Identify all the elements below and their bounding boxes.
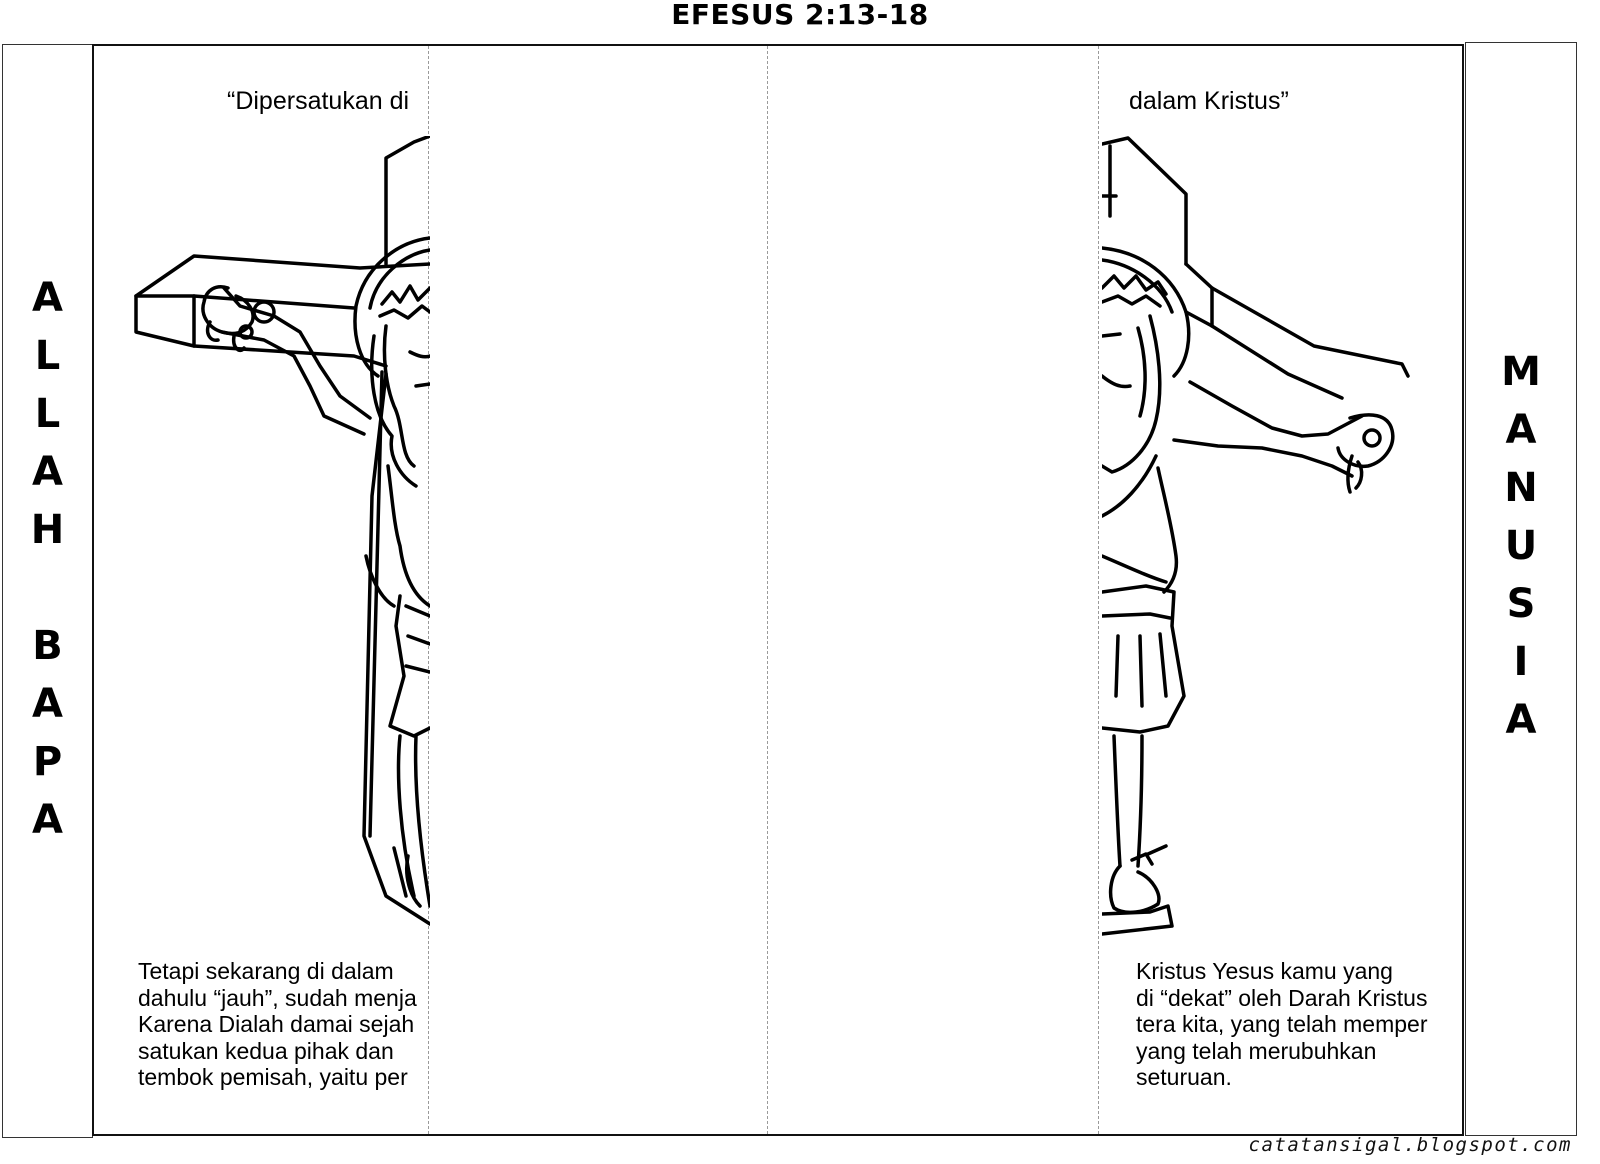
crucifix-right-half-illustration [1102, 136, 1422, 936]
letter: A [32, 797, 63, 843]
letter: A [32, 681, 63, 727]
crucifix-left-half-illustration [124, 136, 430, 936]
watermark-text: catatansigal.blogspot.com [1248, 1134, 1572, 1156]
letter: L [34, 391, 61, 437]
letter: M [1501, 349, 1541, 395]
body-text-line: Tetapi sekarang di dalam [138, 958, 394, 984]
body-text-line: satukan kedua pihak dan [138, 1037, 394, 1064]
body-text-line: di “dekat” oleh Darah Kristus [1136, 984, 1428, 1011]
body-text-left [138, 958, 438, 1091]
letter: H [30, 507, 65, 553]
body-text-right [1136, 958, 1427, 1091]
letter: A [1505, 697, 1537, 743]
quote-left: “Dipersatukan di [227, 87, 410, 115]
allah-bapa-vertical-label [3, 269, 92, 849]
folding-sheet [92, 44, 1464, 1136]
manusia-vertical-label [1466, 343, 1576, 749]
letter: A [1505, 407, 1537, 453]
right-side-panel [1465, 42, 1577, 1136]
fold-line [1098, 46, 1099, 1134]
body-text-line: tera kita, yang telah memper [1136, 1011, 1428, 1037]
letter: I [1513, 639, 1529, 685]
body-text-line: tembok pemisah, yaitu per [138, 1064, 408, 1090]
left-side-panel [2, 44, 93, 1138]
body-text-line: Kristus Yesus kamu yang [1136, 958, 1393, 984]
body-text-line: seturuan. [1136, 1064, 1232, 1090]
fold-line [767, 46, 768, 1134]
letter: P [32, 739, 63, 785]
letter: N [1504, 465, 1538, 511]
letter: U [1504, 523, 1538, 569]
body-text-line: Karena Dialah damai sejah [138, 1011, 415, 1037]
body-text-line: yang telah merubuhkan [1136, 1037, 1377, 1064]
letter: S [1506, 581, 1536, 627]
quote-right: dalam Kristus” [1129, 87, 1289, 115]
letter: A [32, 449, 63, 495]
page-title: EFESUS 2:13-18 [671, 0, 929, 31]
letter: A [32, 275, 63, 321]
letter: B [32, 623, 63, 669]
body-text-line: dahulu “jauh”, sudah menja [138, 984, 417, 1011]
letter: L [34, 333, 61, 379]
